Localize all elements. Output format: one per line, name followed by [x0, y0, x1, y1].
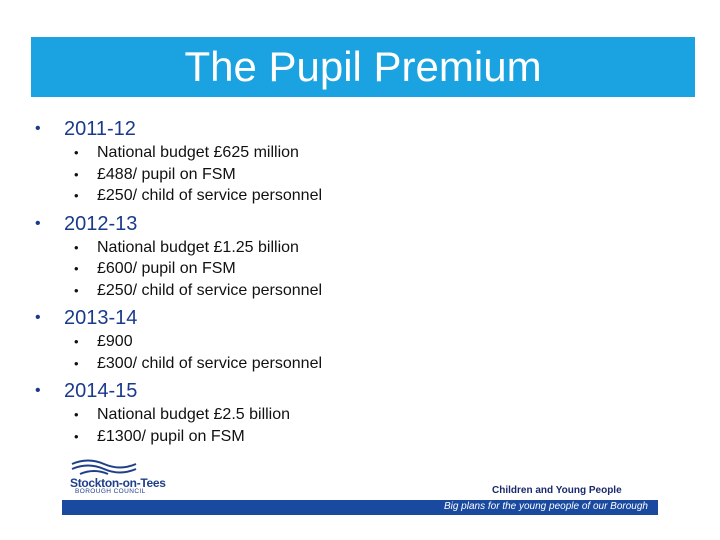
slide-title: The Pupil Premium	[184, 43, 542, 90]
section-list	[35, 404, 695, 447]
footer-tagline: Big plans for the young people of our Borough	[443, 501, 648, 512]
title-bar	[31, 37, 695, 97]
department-label: Children and Young People	[492, 485, 622, 496]
section-list	[35, 142, 695, 207]
list-item: • National budget £1.25 billion	[74, 238, 299, 256]
list-item: • National budget £625 million	[74, 144, 299, 161]
footer-bar	[62, 500, 658, 515]
list-item: • £900	[74, 333, 133, 350]
list-item: • £600/ pupil on FSM	[74, 260, 236, 277]
bullet: •	[35, 120, 41, 137]
section-heading: • 2013-14	[35, 307, 138, 329]
slide-content	[35, 116, 695, 451]
section-heading: • 2012-13	[35, 212, 138, 235]
list-item: • £1300/ pupil on FSM	[74, 427, 245, 445]
list-item: • £250/ child of service personnel	[74, 281, 323, 299]
section-heading: • 2011-12	[35, 118, 136, 140]
logo-subtitle: BOROUGH COUNCIL	[75, 488, 146, 495]
section-list	[35, 331, 695, 374]
list-item: • £300/ child of service personnel	[74, 354, 323, 372]
logo-name: Stockton-on-Tees	[70, 476, 166, 490]
list-item: • National budget £2.5 billion	[74, 406, 291, 423]
council-logo-icon	[70, 458, 180, 478]
section-heading: • 2014-15	[35, 380, 138, 402]
list-item: • £488/ pupil on FSM	[74, 165, 236, 183]
section-list	[35, 237, 695, 302]
list-item: • £250/ child of service personnel	[74, 187, 323, 204]
